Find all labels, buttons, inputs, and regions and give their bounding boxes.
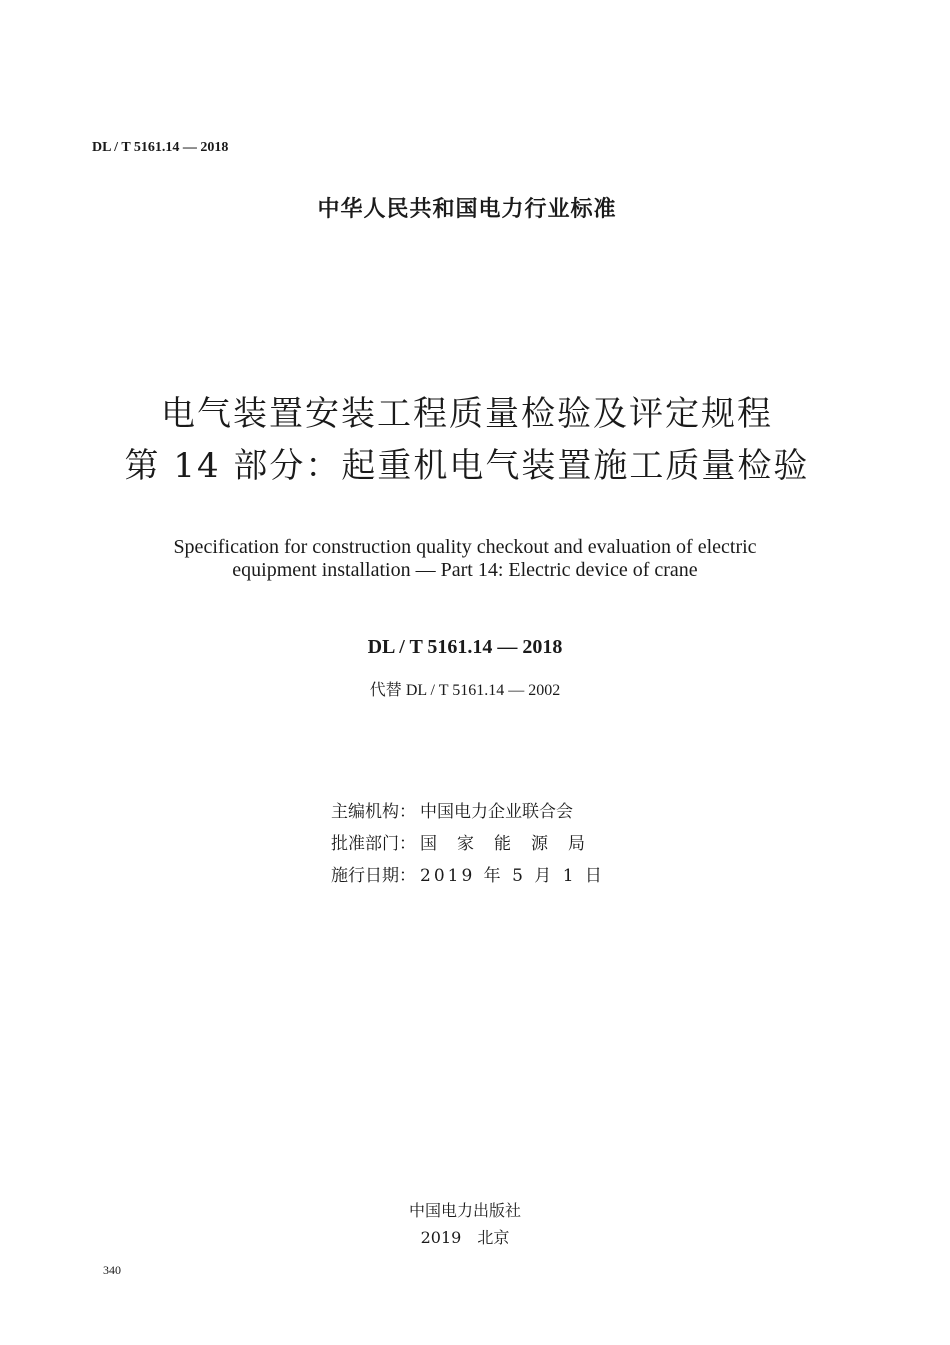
effective-date-row bbox=[331, 861, 605, 886]
title-line-2: 第 14 部分：起重机电气装置施工质量检验 bbox=[124, 446, 810, 486]
replaces-line bbox=[0, 677, 930, 700]
standard-code: DL / T 5161.14 — 2018 bbox=[367, 636, 563, 658]
english-title-line-1: Specification for construction quality checkout and evaluation of electric bbox=[173, 536, 757, 558]
effective-date-label: 施行日期： bbox=[331, 866, 416, 886]
editor-row bbox=[331, 797, 573, 822]
editor-value: 中国电力企业联合会 bbox=[420, 802, 573, 822]
english-title-line-2: equipment installation — Part 14: Electric device of crane bbox=[232, 559, 698, 581]
publication-year-city bbox=[0, 1225, 930, 1248]
publication-year: 2019 bbox=[420, 1228, 462, 1247]
effective-date-value: 2019 年 5 月 1 日 bbox=[420, 866, 605, 886]
replaces-label: 代替 bbox=[369, 682, 402, 699]
replaces-code: DL / T 5161.14 — 2002 bbox=[405, 682, 561, 699]
publication-city: 北京 bbox=[477, 1228, 510, 1247]
approver-row bbox=[331, 829, 605, 854]
industry-standard-heading: 中华人民共和国电力行业标准 bbox=[317, 197, 617, 222]
title-line-1: 电气装置安装工程质量检验及评定规程 bbox=[161, 394, 773, 434]
page-number: 340 bbox=[103, 1263, 121, 1277]
publisher-name: 中国电力出版社 bbox=[408, 1201, 521, 1220]
approver-label: 批准部门： bbox=[331, 834, 416, 854]
document-code-header: DL / T 5161.14 — 2018 bbox=[92, 140, 229, 155]
editor-label: 主编机构： bbox=[331, 802, 416, 822]
approver-value: 国家能源局 bbox=[420, 834, 605, 854]
